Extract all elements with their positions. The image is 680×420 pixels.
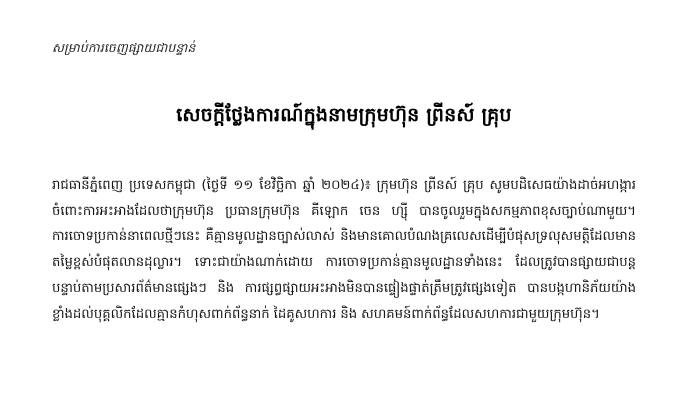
body-paragraph: រាជធានីភ្នំពេញ ប្រទេសកម្ពុជា (ថ្ងៃទី ១១ ខែវិច្ឆិកា ឆ្នាំ ២០២៤)៖ ក្រុមហ៊ុន ព្រីនស៍ គ្រុប សូមបដិសេធយ៉ាងដាច់អហង្ការចំពោះការអះអាងដែលថាក្រុមហ៊ុន ប្រធានក្រុមហ៊ុន គីឡោក ចេន ហ្ស៊ី បានចូលរួមក្នុងសកម្មភាពខុសច្បាប់ណាមួយ។ ការចោទប្រកាន់នាពេលថ្មីៗនេះ គឺគ្មានមូលដ្ឋានច្បាស់លាស់ និងមានគោលបំណងគ្រលេសដើម្បីបំផុសទ្រលុសមត្តិដែលមានតម្លៃខ្ពស់បំផុតលានដុល្លារ។ ទោះជាយ៉ាងណាក់ដោយ ការចោទប្រកាន់គ្មានមូលដ្ឋានទាំងនេះ ដែលត្រូវបានផ្សាយជាបន្តបន្ទាប់តាមប្រសារព័ត៌មានផ្សេងៗ និង ការផ្សព្វផ្សាយអះអាងមិនបានផ្ទៀងផ្ទាត់ត្រឹមត្រូវផ្សេងទៀត បានបង្កហានិភ័យយ៉ាងខ្លាំងដល់បុគ្គលិកដែលគ្មានកំហុសពាក់ព័ន្ធនាក់ ដៃគូសហការ និង សហគមន៍ពាក់ព័ន្ធដែលសហការជាមួយក្រុមហ៊ុន។ [52, 177, 636, 322]
page-title: សេចក្ដីថ្លែងការណ៍ក្នុងនាមក្រុមហ៊ុន ព្រីនស៍ គ្រុប [176, 104, 512, 127]
press-release-kicker: សម្រាប់ការចេញផ្សាយជាបន្ទាន់ [52, 40, 196, 55]
document-body [52, 173, 636, 327]
